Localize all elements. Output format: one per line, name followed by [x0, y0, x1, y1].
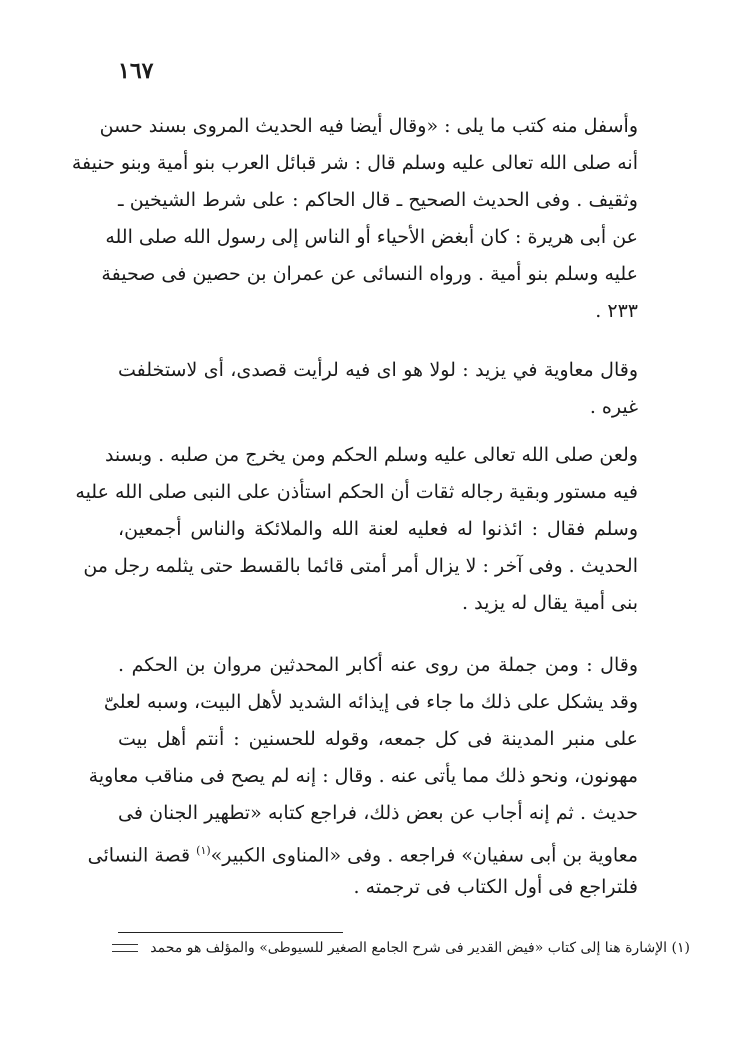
- text-line: حديث . ثم إنه أجاب عن بعض ذلك، فراجع كتابه «تطهير الجنان فى: [118, 802, 638, 824]
- text-line: فلتراجع فى أول الكتاب فى ترجمته .: [353, 876, 638, 898]
- text-line: غيره .: [589, 396, 638, 418]
- text-line: وأسفل منه كتب ما يلى : «وقال أيضا فيه الحديث المروى بسند حسن: [99, 115, 638, 137]
- text-line: وقال معاوية في يزيد : لولا هو اى فيه لرأيت قصدى، أى لاستخلفت: [118, 359, 638, 381]
- continuation-mark-icon: [112, 944, 138, 952]
- footnote-divider: [118, 932, 343, 933]
- footnote-reference[interactable]: (١): [196, 844, 211, 857]
- text-line: ولعن صلى الله تعالى عليه وسلم الحكم ومن يخرج من صلبه . وبسند: [104, 444, 638, 466]
- text-segment: قصة النسائى: [87, 844, 197, 867]
- paragraph-2: [118, 352, 638, 426]
- text-line: وسلم فقال : ائذنوا له فعليه لعنة الله والملائكة والناس أجمعين،: [118, 518, 638, 540]
- text-line: بنى أمية يقال له يزيد .: [462, 592, 638, 614]
- text-line: على منبر المدينة فى كل جمعه، وقوله للحسنين : أنتم أهل بيت: [118, 728, 638, 750]
- paragraph-4: [87, 647, 638, 906]
- text-line-with-footnote: [87, 832, 638, 869]
- text-line: الحديث . وفى آخر : لا يزال أمر أمتى قائما بالقسط حتى يثلمه رجل من: [83, 555, 638, 577]
- text-line: ٢٣٣ .: [595, 300, 638, 322]
- text-line: وقال : ومن جملة من روى عنه أكابر المحدثين مروان بن الحكم .: [118, 654, 638, 676]
- paragraph-3: [75, 437, 638, 622]
- text-line: مهونون، ونحو ذلك مما يأتى عنه . وقال : إنه لم يصح فى مناقب معاوية: [88, 765, 638, 787]
- text-line: عليه وسلم بنو أمية . ورواه النسائى عن عمران بن حصين فى صحيفة: [101, 263, 638, 285]
- text-line: فيه مستور وبقية رجاله ثقات أن الحكم استأذن على النبى صلى الله عليه: [75, 481, 638, 503]
- text-line: وقد يشكل على ذلك ما جاء فى إيذائه الشديد لأهل البيت، وسبه لعلىّ: [103, 691, 638, 713]
- footnote-text: الإشارة هنا إلى كتاب «فيض القدير فى شرح الجامع الصغير للسيوطى» والمؤلف هو محمد: [150, 940, 668, 956]
- text-segment: معاوية بن أبى سفيان» فراجعه . وفى «المناوى الكبير»: [210, 844, 638, 867]
- paragraph-1: [71, 108, 638, 330]
- footnote-number: (١): [671, 940, 690, 956]
- page-number: ١٦٧: [118, 58, 154, 84]
- text-line: عن أبى هريرة : كان أبغض الأحياء أو الناس إلى رسول الله صلى الله: [105, 226, 638, 248]
- text-line: أنه صلى الله تعالى عليه وسلم قال : شر قبائل العرب بنو أمية وبنو حنيفة: [71, 152, 638, 174]
- text-line: وثقيف . وفى الحديث الصحيح ـ قال الحاكم : على شرط الشيخين ـ: [118, 189, 638, 211]
- footnote: [70, 936, 690, 960]
